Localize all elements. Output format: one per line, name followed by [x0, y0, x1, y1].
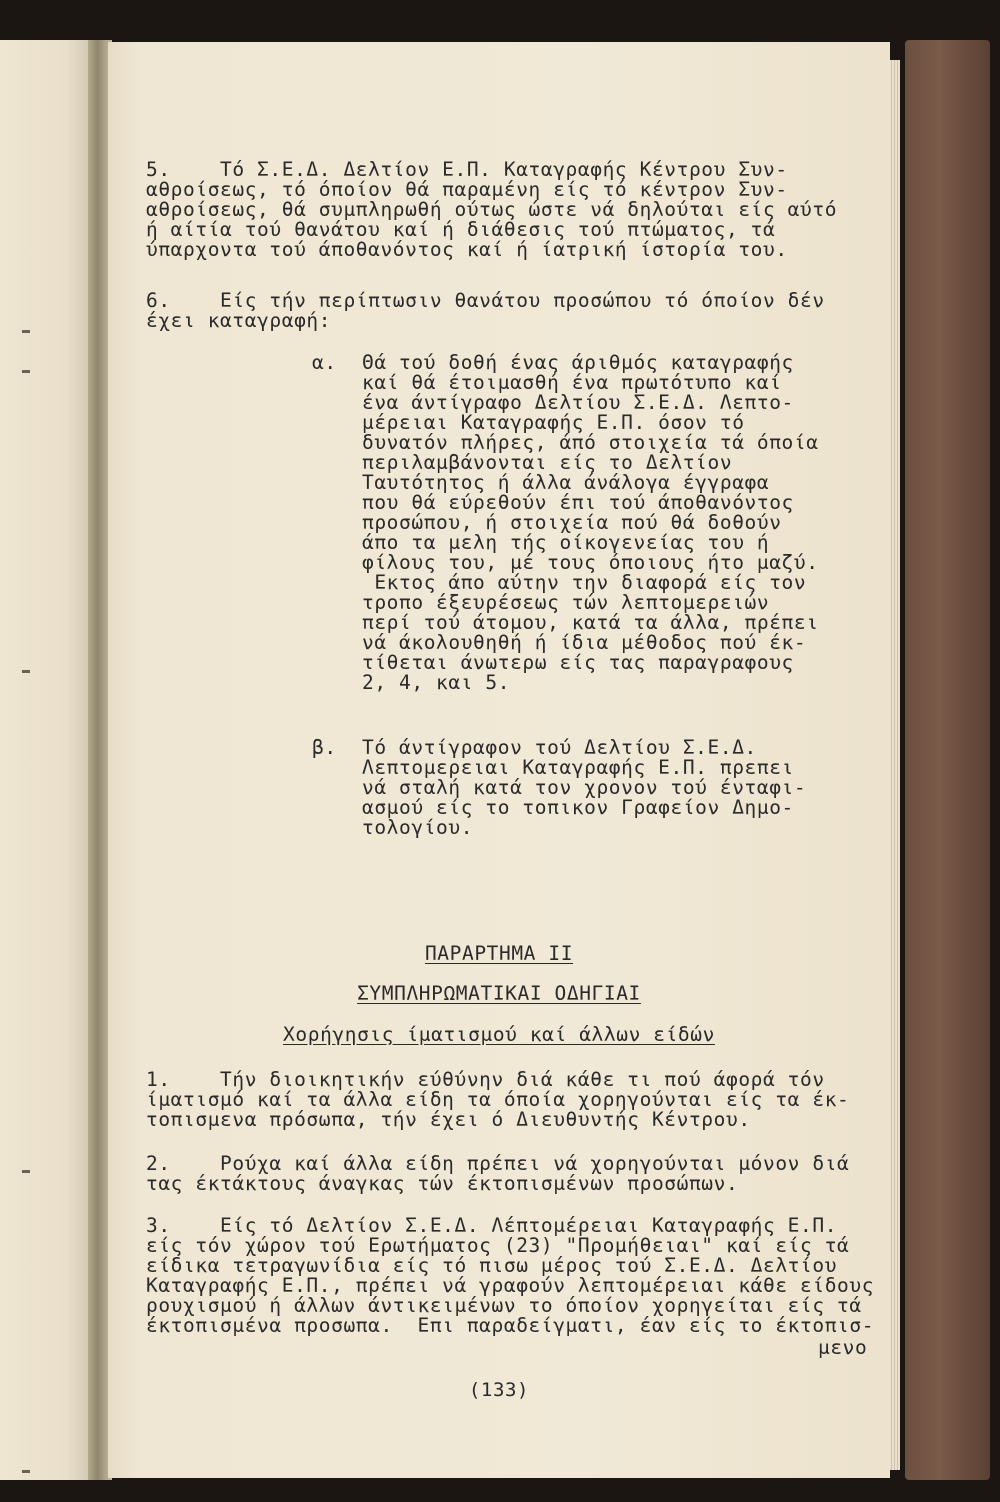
subitem-a-marker: α. [312, 351, 337, 374]
item-1 [146, 1070, 849, 1130]
item-3-continuation: μενο [818, 1336, 868, 1359]
text-line: που θά εύρεθούν έπι τού άποθανόντος [362, 491, 794, 514]
text-line: ρουχισμού ή άλλων άντικειμένων το όποίον χορηγείται είς τά [146, 1294, 862, 1317]
text-line: νά σταλή κατά τον χρονον τού ένταφι- [362, 776, 807, 799]
text-line: ύπαρχοντα τού άποθανόντος καί ή ίατρική ίστορία του. [146, 238, 788, 261]
text-line: 6. Είς τήν περίπτωσιν θανάτου προσώπου τό όποίον δέν [146, 289, 825, 312]
subitem-a [362, 353, 819, 693]
text-line: ένα άντίγραφο Δελτίου Σ.Ε.Δ. Λεπτο- [362, 391, 794, 414]
text-line: Καταγραφής Ε.Π., πρέπει νά γραφούν λεπτομέρειαι κάθε είδους [146, 1274, 875, 1297]
text-line: περιλαμβάνονται είς το Δελτίον [362, 451, 733, 474]
binding-mark [22, 670, 30, 673]
text-line: 2. Ρούχα καί άλλα είδη πρέπει νά χορηγούνται μόνον διά [146, 1152, 850, 1175]
text-line: Ταυτότητος ή άλλα άνάλογα έγγραφα [362, 471, 770, 494]
text-line: Λεπτομερειαι Καταγραφής Ε.Π. πρεπει [362, 756, 794, 779]
text-line: άπο τα μελη τής οίκογενείας του ή [362, 531, 770, 554]
text-line: τροπο έξευρέσεως τών λεπτομερειών [362, 591, 770, 614]
item-2 [146, 1154, 849, 1194]
paragraph-6 [146, 291, 825, 331]
text-line: νά άκολουθηθή ή ίδια μέθοδος πού έκ- [362, 631, 807, 654]
text-line: έκτοπισμένα προσωπα. Επι παραδείγματι, έαν είς το έκτοπισ- [146, 1314, 875, 1337]
text-line: προσώπου, ή στοιχεία πού θά δοθούν [362, 511, 782, 534]
appendix-title: ΠΑΡΑΡΤΗΜΑ II [424, 942, 574, 965]
document-page [108, 42, 890, 1478]
text-line: τολογίου. [362, 816, 474, 839]
text-line: τας έκτάκτους άναγκας τών έκτοπισμένων προσώπων. [146, 1172, 739, 1195]
text-line: Εκτος άπο αύτην την διαφορά είς τον [362, 571, 807, 594]
subitem-b [362, 738, 806, 838]
text-line: τίθεται άνωτερω είς τας παραγραφους [362, 651, 794, 674]
text-line: έχει καταγραφή: [146, 309, 332, 332]
text-line: 5. Τό Σ.Ε.Δ. Δελτίον Ε.Π. Καταγραφής Κέντρου Συν- [146, 158, 788, 181]
binding-mark [22, 1470, 30, 1473]
text-line: είς τόν χώρον τού Ερωτήματος (23) "Προμήθειαι" καί είς τά [146, 1234, 850, 1257]
text-line: περί τού άτομου, κατά τα άλλα, πρέπει [362, 611, 819, 634]
paragraph-5 [146, 160, 837, 260]
item-3 [146, 1216, 874, 1336]
text-line: τοπισμενα πρόσωπα, τήν έχει ό Διευθυντής Κέντρου. [146, 1108, 751, 1131]
text-line: αθροίσεως, θά συμπληρωθή ούτως ώστε νά δηλούται είς αύτό [146, 198, 838, 221]
binding-mark [22, 370, 30, 373]
text-line: είδικα τετραγωνίδια είς τό πισω μέρος τού Σ.Ε.Δ. Δελτίου [146, 1254, 838, 1277]
book-cover-edge [905, 40, 990, 1480]
text-line: καί θά έτοιμασθή ένα πρωτότυπο καί [362, 371, 782, 394]
text-line: Τό άντίγραφον τού Δελτίου Σ.Ε.Δ. [362, 736, 757, 759]
text-line: ή αίτία τού θανάτου καί ή διάθεσις τού πτώματος, τά [146, 218, 776, 241]
text-line: φίλους του, μέ τους όποιους ήτο μαζύ. [362, 551, 819, 574]
appendix-heading: Χορήγησις ίματισμού καί άλλων είδών [283, 1023, 715, 1046]
text-line: Θά τού δοθή ένας άριθμός καταγραφής [362, 351, 794, 374]
text-line: ασμού είς το τοπικον Γραφείον Δημο- [362, 796, 794, 819]
appendix-subtitle: ΣΥΜΠΛΗΡΩΜΑΤΙΚΑΙ ΟΔΗΓΙΑΙ [357, 982, 641, 1005]
text-line: ίματισμό καί τα άλλα είδη τα όποία χορηγούνται είς τα έκ- [146, 1088, 850, 1111]
binding-mark [22, 330, 30, 333]
subitem-b-marker: β. [312, 736, 337, 759]
binding-mark [22, 1170, 30, 1173]
text-line: μέρειαι Καταγραφής Ε.Π. όσον τό [362, 411, 745, 434]
text-line: 3. Είς τό Δελτίον Σ.Ε.Δ. Λέπτομέρειαι Καταγραφής Ε.Π. [146, 1214, 838, 1237]
text-line: 1. Τήν διοικητικήν εύθύνην διά κάθε τι πού άφορά τόν [146, 1068, 825, 1091]
text-line: 2, 4, και 5. [362, 671, 511, 694]
left-page-strip [0, 40, 95, 1480]
page-number: (133) [468, 1379, 530, 1401]
text-line: αθροίσεως, τό όποίον θά παραμένη είς τό κέντρον Συν- [146, 178, 788, 201]
text-line: δυνατόν πλήρες, άπό στοιχεία τά όποία [362, 431, 819, 454]
